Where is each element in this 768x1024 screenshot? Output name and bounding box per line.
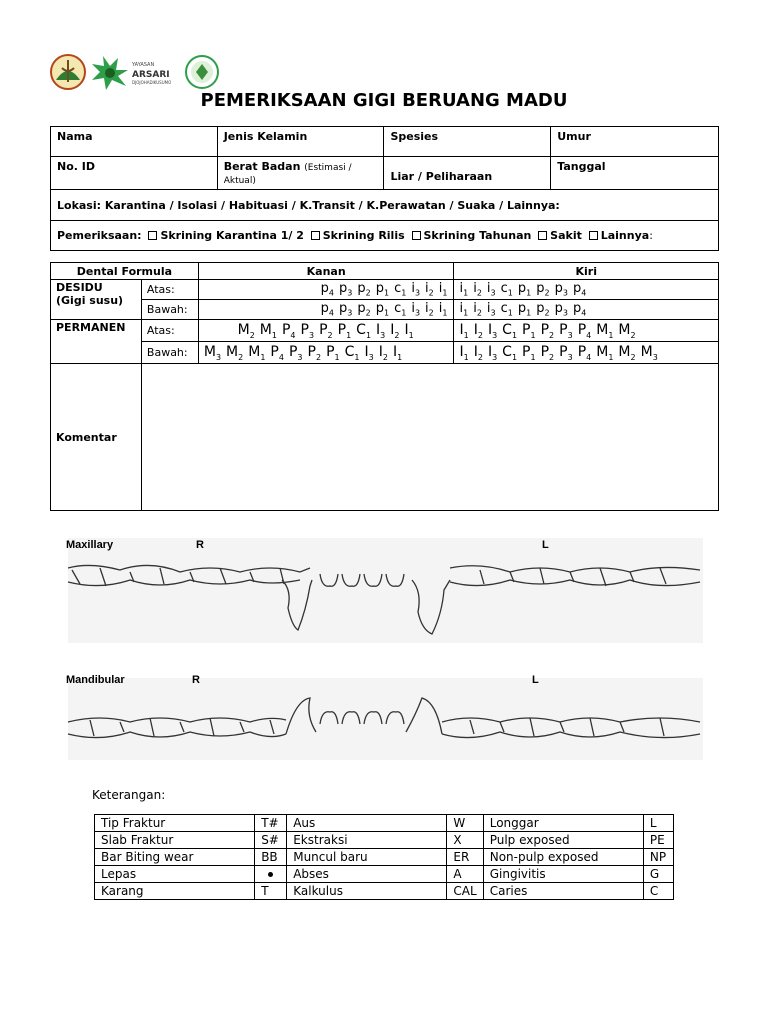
legend-row <box>95 866 674 883</box>
komentar-label: Komentar <box>51 364 142 511</box>
tooth-label: $I_3$ <box>487 343 498 362</box>
legend-term: Gingivitis <box>483 866 643 883</box>
legend-term: Caries <box>483 883 643 900</box>
tooth-label: $p_2$ <box>536 301 550 318</box>
option-skrining-rilis: Skrining Rilis <box>322 229 405 242</box>
permanen-atas-kanan[interactable] <box>198 320 454 342</box>
tooth-label: $p_2$ <box>357 301 371 318</box>
tooth-label: $M_1$ <box>248 343 266 362</box>
tooth-label: $i_2$ <box>473 301 482 318</box>
tooth-label: $P_4$ <box>270 343 284 362</box>
tooth-label: $p_1$ <box>517 281 532 298</box>
permanen-atas-kiri[interactable] <box>454 320 719 342</box>
tooth-label: $P_1$ <box>326 343 340 362</box>
mandibular-l-label: L <box>532 674 539 686</box>
legend-term: Karang <box>95 883 255 900</box>
liar-peliharaan-field[interactable] <box>384 157 551 190</box>
tooth-label: $p_2$ <box>357 281 371 298</box>
tooth-label: $P_1$ <box>337 321 352 340</box>
no-id-field[interactable]: No. ID <box>51 157 218 190</box>
legend-row <box>95 832 674 849</box>
mandibular-label: Mandibular <box>66 674 125 686</box>
tooth-label: $i_1$ <box>438 301 448 318</box>
legend-code: C <box>643 883 673 900</box>
legend-term: Non-pulp exposed <box>483 849 643 866</box>
desidu-bawah-label: Bawah: <box>141 300 198 320</box>
tooth-label: $P_3$ <box>288 343 303 362</box>
legend-code: A <box>447 866 483 883</box>
legend-term: Bar Biting wear <box>95 849 255 866</box>
tooth-label: $i_3$ <box>411 281 421 298</box>
desidu-atas-label: Atas: <box>141 280 198 300</box>
option-sakit: Sakit <box>550 229 582 242</box>
legend-code: PE <box>643 832 673 849</box>
legend-code: W <box>447 815 483 832</box>
arsari-logo <box>92 56 171 90</box>
tooth-label: $M_2$ <box>618 343 636 362</box>
legend-code: T <box>255 883 287 900</box>
liar-peliharaan-label: Liar / Peliharaan <box>390 169 493 183</box>
tooth-label: $P_1$ <box>522 321 536 340</box>
mandibular-r-label: R <box>192 674 200 686</box>
legend-term: Pulp exposed <box>483 832 643 849</box>
tooth-label: $P_4$ <box>281 321 296 340</box>
tooth-label: $p_1$ <box>375 301 390 318</box>
maxillary-label: Maxillary <box>66 539 114 551</box>
spesies-field[interactable]: Spesies <box>384 127 551 157</box>
tanggal-field[interactable]: Tanggal <box>551 157 719 190</box>
legend-code: G <box>643 866 673 883</box>
legend-code: T# <box>255 815 287 832</box>
legend-code <box>255 866 287 883</box>
legend-term: Tip Fraktur <box>95 815 255 832</box>
tooth-label: $P_2$ <box>540 321 555 340</box>
arsari-text: ARSARI <box>132 70 170 80</box>
tooth-label: $i_2$ <box>473 281 482 298</box>
legend-code: CAL <box>447 883 483 900</box>
tooth-label: $i_3$ <box>486 281 496 298</box>
tooth-label: $c_1$ <box>500 301 513 318</box>
tooth-label: $i_2$ <box>425 301 434 318</box>
legend-term: Longgar <box>483 815 643 832</box>
tooth-label: $i_1$ <box>438 281 448 298</box>
checkbox-lainnya[interactable] <box>589 231 598 240</box>
legend-row <box>95 883 674 900</box>
desidu-atas-kanan[interactable] <box>198 280 454 300</box>
tooth-label: $I_3$ <box>487 321 498 340</box>
tooth-label: $M_3$ <box>640 343 658 362</box>
tooth-label: $p_2$ <box>536 281 550 298</box>
desidu-bawah-kiri[interactable] <box>454 300 719 320</box>
tooth-label: $I_2$ <box>473 343 483 362</box>
option-lainnya: Lainnya <box>600 229 650 242</box>
tooth-label: $M_2$ <box>237 321 255 340</box>
umur-field[interactable]: Umur <box>551 127 719 157</box>
legend-code: L <box>643 815 673 832</box>
tooth-label: $I_3$ <box>364 343 374 362</box>
tooth-label: $M_2$ <box>618 321 636 340</box>
permanen-bawah-label: Bawah: <box>141 342 198 364</box>
desidu-line2: (Gigi susu) <box>56 294 124 307</box>
tooth-label: $I_1$ <box>404 321 414 340</box>
tooth-label: $i_3$ <box>486 301 496 318</box>
tooth-label: $P_2$ <box>307 343 322 362</box>
legend-term: Abses <box>287 866 447 883</box>
tooth-label: $p_4$ <box>320 301 334 318</box>
legend-code: S# <box>255 832 287 849</box>
checkbox-sakit[interactable] <box>538 231 547 240</box>
tooth-label: $i_3$ <box>411 301 421 318</box>
tooth-label: $I_2$ <box>390 321 400 340</box>
keterangan-label: Keterangan: <box>92 788 166 802</box>
maxillary-l-label: L <box>542 539 549 551</box>
tooth-label: $p_3$ <box>338 281 353 298</box>
legend-term: Ekstraksi <box>287 832 447 849</box>
tooth-label: $p_1$ <box>517 301 532 318</box>
legend-row <box>95 815 674 832</box>
tooth-label: $P_3$ <box>559 343 573 362</box>
mandibular-diagram <box>60 670 710 762</box>
legend-code: ER <box>447 849 483 866</box>
dental-formula-table <box>50 262 719 511</box>
tooth-label: $I_2$ <box>473 321 483 340</box>
nama-field[interactable]: Nama <box>51 127 218 157</box>
checkbox-skrining-tahunan[interactable] <box>412 231 421 240</box>
header-kiri: Kiri <box>454 263 719 280</box>
permanen-bawah-kiri[interactable] <box>454 342 719 364</box>
tooth-label: $p_4$ <box>320 281 334 298</box>
tooth-label: $C_1$ <box>344 343 360 362</box>
checkbox-skrining-karantina[interactable] <box>148 231 157 240</box>
legend-code: NP <box>643 849 673 866</box>
legend-table <box>94 814 674 900</box>
info-table <box>50 126 719 251</box>
legend-term: Aus <box>287 815 447 832</box>
tooth-label: $P_2$ <box>540 343 555 362</box>
option-skrining-karantina: Skrining Karantina 1/ 2 <box>160 229 304 242</box>
legend-term: Lepas <box>95 866 255 883</box>
tooth-label: $M_1$ <box>596 321 614 340</box>
desidu-bawah-kanan[interactable] <box>198 300 454 320</box>
berat-badan-label: Berat Badan <box>223 160 301 173</box>
tooth-label: $p_4$ <box>572 301 587 318</box>
desidu-line1: DESIDU <box>56 281 103 294</box>
tooth-label: $P_4$ <box>577 321 592 340</box>
ministry-logo <box>51 55 85 89</box>
permanen-label: PERMANEN <box>51 320 142 364</box>
checkbox-skrining-rilis[interactable] <box>311 231 320 240</box>
legend-code: X <box>447 832 483 849</box>
legend-term: Muncul baru <box>287 849 447 866</box>
tooth-label: $P_4$ <box>577 343 592 362</box>
tooth-label: $P_3$ <box>300 321 315 340</box>
komentar-field[interactable] <box>141 364 718 511</box>
tooth-label: $c_1$ <box>500 281 513 298</box>
tooth-label: $I_1$ <box>459 321 469 340</box>
tooth-label: $p_1$ <box>375 281 390 298</box>
tooth-label: $c_1$ <box>394 281 407 298</box>
lokasi-field[interactable]: Lokasi: Karantina / Isolasi / Habituasi / K.Transit / K.Perawatan / Suaka / Lainnya: <box>51 190 719 221</box>
tooth-label: $p_4$ <box>572 281 587 298</box>
pemeriksaan-label: Pemeriksaan: <box>57 229 142 242</box>
tooth-label: $M_3$ <box>203 343 222 362</box>
legend-term: Kalkulus <box>287 883 447 900</box>
bullet-icon <box>268 872 273 877</box>
legend-code: BB <box>255 849 287 866</box>
tooth-label: $P_3$ <box>559 321 573 340</box>
berat-note: (Estimasi / Aktual) <box>223 163 352 186</box>
option-skrining-tahunan: Skrining Tahunan <box>423 229 532 242</box>
tooth-label: $i_1$ <box>459 301 469 318</box>
logos <box>48 52 220 92</box>
tooth-label: $I_2$ <box>378 343 388 362</box>
page-title: PEMERIKSAAN GIGI BERUANG MADU <box>200 90 568 111</box>
tooth-label: $C_1$ <box>502 321 518 340</box>
permanen-atas-label: Atas: <box>141 320 198 342</box>
legend-term: Slab Fraktur <box>95 832 255 849</box>
tooth-label: $M_1$ <box>596 343 614 362</box>
desidu-label <box>51 280 142 320</box>
seal-logo <box>186 56 218 88</box>
tooth-label: $C_1$ <box>356 321 372 340</box>
header-kanan: Kanan <box>198 263 454 280</box>
berat-badan-field[interactable] <box>217 157 384 190</box>
tooth-label: $i_1$ <box>459 281 469 298</box>
yayasan-text: YAYASAN <box>132 62 155 68</box>
desidu-atas-kiri[interactable] <box>454 280 719 300</box>
tooth-label: $I_3$ <box>376 321 386 340</box>
tooth-label: $M_1$ <box>259 321 277 340</box>
maxillary-diagram <box>60 530 710 645</box>
tooth-label: $P_1$ <box>522 343 536 362</box>
legend-row <box>95 849 674 866</box>
permanen-bawah-kanan[interactable] <box>198 342 454 364</box>
tooth-label: $p_3$ <box>554 301 568 318</box>
tooth-label: $I_1$ <box>392 343 403 362</box>
maxillary-r-label: R <box>196 539 204 551</box>
options-end: : <box>649 229 653 242</box>
pemeriksaan-row <box>51 221 719 251</box>
header-dental-formula: Dental Formula <box>51 263 199 280</box>
jenis-kelamin-field[interactable]: Jenis Kelamin <box>217 127 384 157</box>
djojohadikusumo-text: DJOJOHADIKUSUMO <box>132 80 172 85</box>
tooth-label: $p_3$ <box>554 281 568 298</box>
tooth-label: $M_2$ <box>226 343 244 362</box>
tooth-label: $c_1$ <box>394 301 407 318</box>
tooth-label: $P_2$ <box>319 321 333 340</box>
tooth-label: $C_1$ <box>502 343 518 362</box>
tooth-label: $i_2$ <box>425 281 434 298</box>
maxillary-background <box>68 538 703 643</box>
tooth-label: $p_3$ <box>338 301 353 318</box>
tooth-label: $I_1$ <box>459 343 469 362</box>
